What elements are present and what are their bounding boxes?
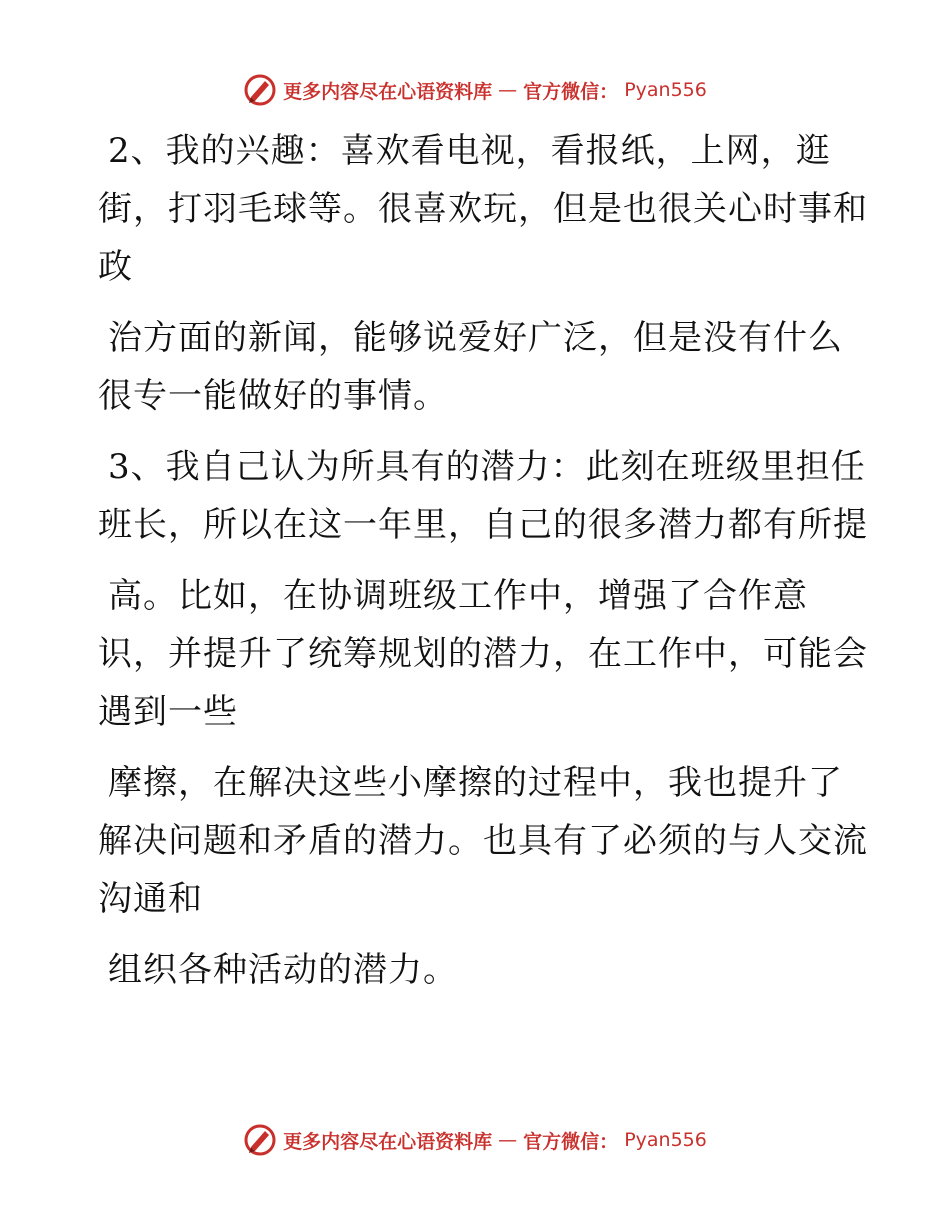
- footer-banner-text: 更多内容尽在心语资料库: [283, 1130, 493, 1153]
- footer-banner-wechat: 官方微信：: [523, 1130, 619, 1153]
- paragraph: [98, 941, 858, 999]
- header-banner-text: 更多内容尽在心语资料库: [283, 80, 493, 103]
- text-line: 摩擦，在解决这些小摩擦的过程中，我也提升了: [108, 763, 843, 803]
- text-line: 沟通和: [98, 879, 203, 919]
- pen-logo-icon: [243, 73, 277, 107]
- footer-banner-account: Pyan556: [624, 1129, 707, 1151]
- paragraph: [98, 309, 858, 425]
- header-banner-wechat: 官方微信：: [523, 80, 619, 103]
- header-banner-account: Pyan556: [624, 79, 707, 101]
- text-line: 3、我自己认为所具有的潜力：此刻在班级里担任: [108, 447, 866, 487]
- header-banner-dash: —: [498, 79, 518, 101]
- text-line: 2、我的兴趣：喜欢看电视，看报纸，上网，逛: [108, 131, 831, 171]
- text-line: 遇到一些: [98, 692, 238, 732]
- text-line: 治方面的新闻，能够说爱好广泛，但是没有什么: [108, 318, 843, 358]
- footer-banner-dash: —: [498, 1129, 518, 1151]
- header-banner: [0, 70, 950, 110]
- text-line: 组织各种活动的潜力。: [108, 950, 458, 990]
- paragraph: [98, 754, 868, 928]
- text-line: 识，并提升了统筹规划的潜力，在工作中，可能会: [98, 634, 868, 674]
- text-line: 高。比如，在协调班级工作中，增强了合作意: [108, 576, 808, 616]
- text-line: 街，打羽毛球等。很喜欢玩，但是也很关心时事和: [98, 189, 868, 229]
- text-line: 解决问题和矛盾的潜力。也具有了必须的与人交流: [98, 821, 868, 861]
- pen-logo-icon: [243, 1123, 277, 1157]
- text-line: 很专一能做好的事情。: [98, 376, 448, 416]
- text-line: 政: [98, 247, 133, 287]
- document-body: [98, 122, 868, 999]
- text-line: 班长，所以在这一年里，自己的很多潜力都有所提: [98, 505, 868, 545]
- footer-banner: [0, 1120, 950, 1160]
- paragraph: [98, 438, 868, 554]
- paragraph: [98, 567, 868, 741]
- paragraph: [98, 122, 868, 296]
